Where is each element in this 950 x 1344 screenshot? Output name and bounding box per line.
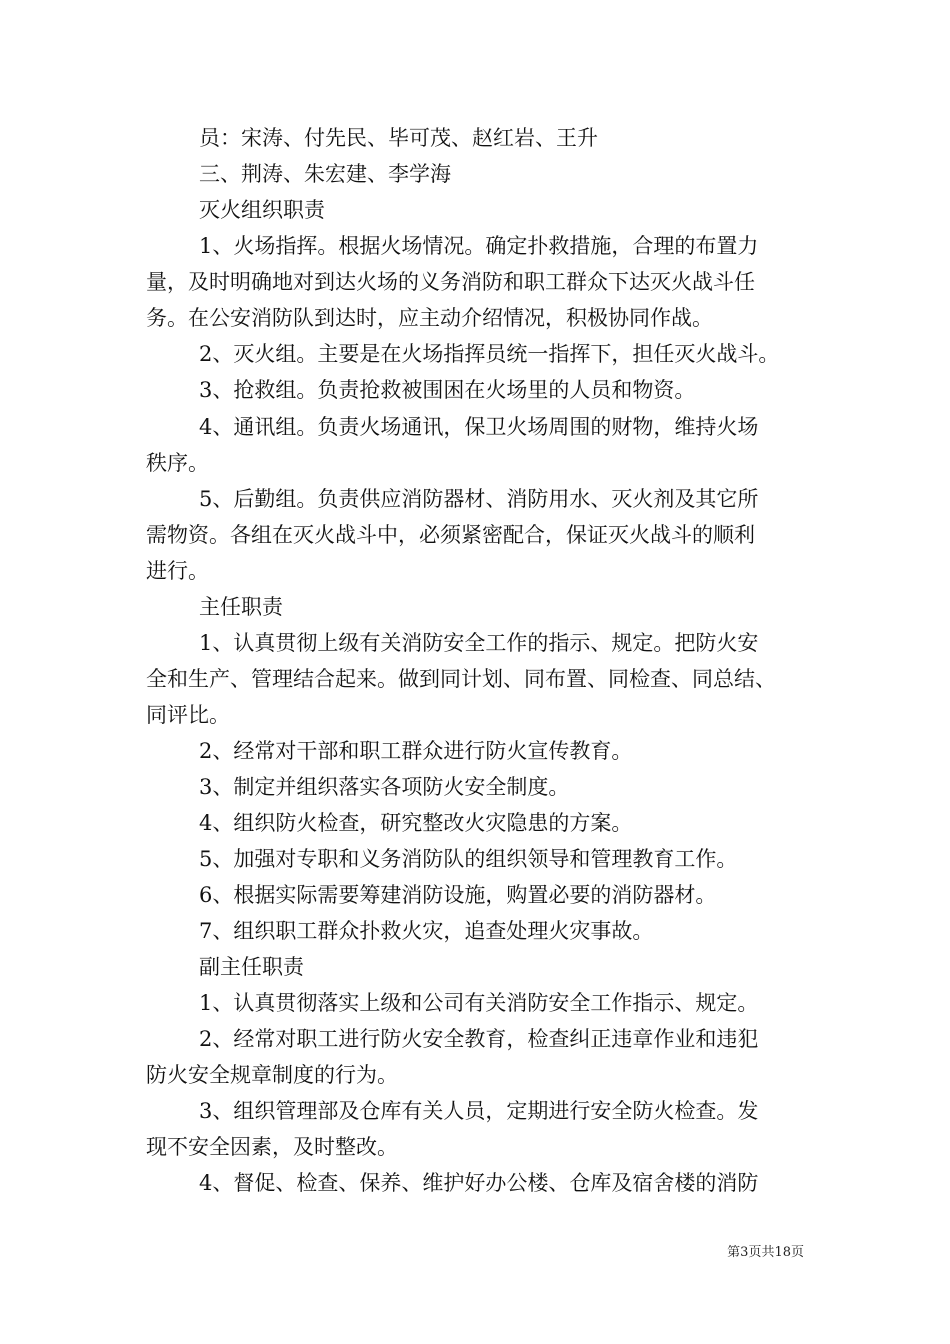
line-25: 1、认真贯彻落实上级和公司有关消防安全工作指示、规定。 [199, 991, 759, 1015]
line-22: 6、根据实际需要筹建消防设施，购置必要的消防器材。 [199, 883, 717, 907]
line-18: 2、经常对干部和职工群众进行防火宣传教育。 [199, 739, 633, 763]
line-16: 全和生产、管理结合起来。做到同计划、同布置、同检查、同总结、 [146, 667, 776, 691]
line-21: 5、加强对专职和义务消防队的组织领导和管理教育工作。 [199, 847, 738, 871]
line-30: 4、督促、检查、保养、维护好办公楼、仓库及宿舍楼的消防 [199, 1171, 759, 1195]
line-26: 2、经常对职工进行防火安全教育，检查纠正违章作业和违犯 [199, 1027, 759, 1051]
line-01: 员：宋涛、付先民、毕可茂、赵红岩、王升 [199, 126, 598, 150]
line-07: 2、灭火组。主要是在火场指挥员统一指挥下，担任灭火战斗。 [199, 342, 780, 366]
line-19: 3、制定并组织落实各项防火安全制度。 [199, 775, 570, 799]
line-23: 7、组织职工群众扑救火灾，追查处理火灾事故。 [199, 919, 654, 943]
section-heading-deputy-director-duties: 副主任职责 [199, 955, 304, 979]
line-10: 秩序。 [146, 451, 209, 475]
section-heading-director-duties: 主任职责 [199, 595, 283, 619]
line-05: 量，及时明确地对到达火场的义务消防和职工群众下达灭火战斗任 [146, 270, 755, 294]
line-13: 进行。 [146, 559, 209, 583]
line-29: 现不安全因素，及时整改。 [146, 1135, 398, 1159]
line-11: 5、后勤组。负责供应消防器材、消防用水、灭火剂及其它所 [199, 487, 759, 511]
line-08: 3、抢救组。负责抢救被围困在火场里的人员和物资。 [199, 378, 696, 402]
line-04: 1、火场指挥。根据火场情况。确定扑救措施，合理的布置力 [199, 234, 759, 258]
line-20: 4、组织防火检查，研究整改火灾隐患的方案。 [199, 811, 633, 835]
section-heading-fire-org-duties: 灭火组织职责 [199, 198, 325, 222]
line-02: 三、荆涛、朱宏建、李学海 [199, 162, 451, 186]
line-15: 1、认真贯彻上级有关消防安全工作的指示、规定。把防火安 [199, 631, 759, 655]
line-27: 防火安全规章制度的行为。 [146, 1063, 398, 1087]
line-12: 需物资。各组在灭火战斗中，必须紧密配合，保证灭火战斗的顺利 [146, 523, 755, 547]
line-28: 3、组织管理部及仓库有关人员，定期进行安全防火检查。发 [199, 1099, 759, 1123]
line-06: 务。在公安消防队到达时，应主动介绍情况，积极协同作战。 [146, 306, 713, 330]
line-09: 4、通讯组。负责火场通讯，保卫火场周围的财物，维持火场 [199, 415, 759, 439]
page-number: 第3页共18页 [727, 1245, 804, 1260]
line-17: 同评比。 [146, 703, 230, 727]
